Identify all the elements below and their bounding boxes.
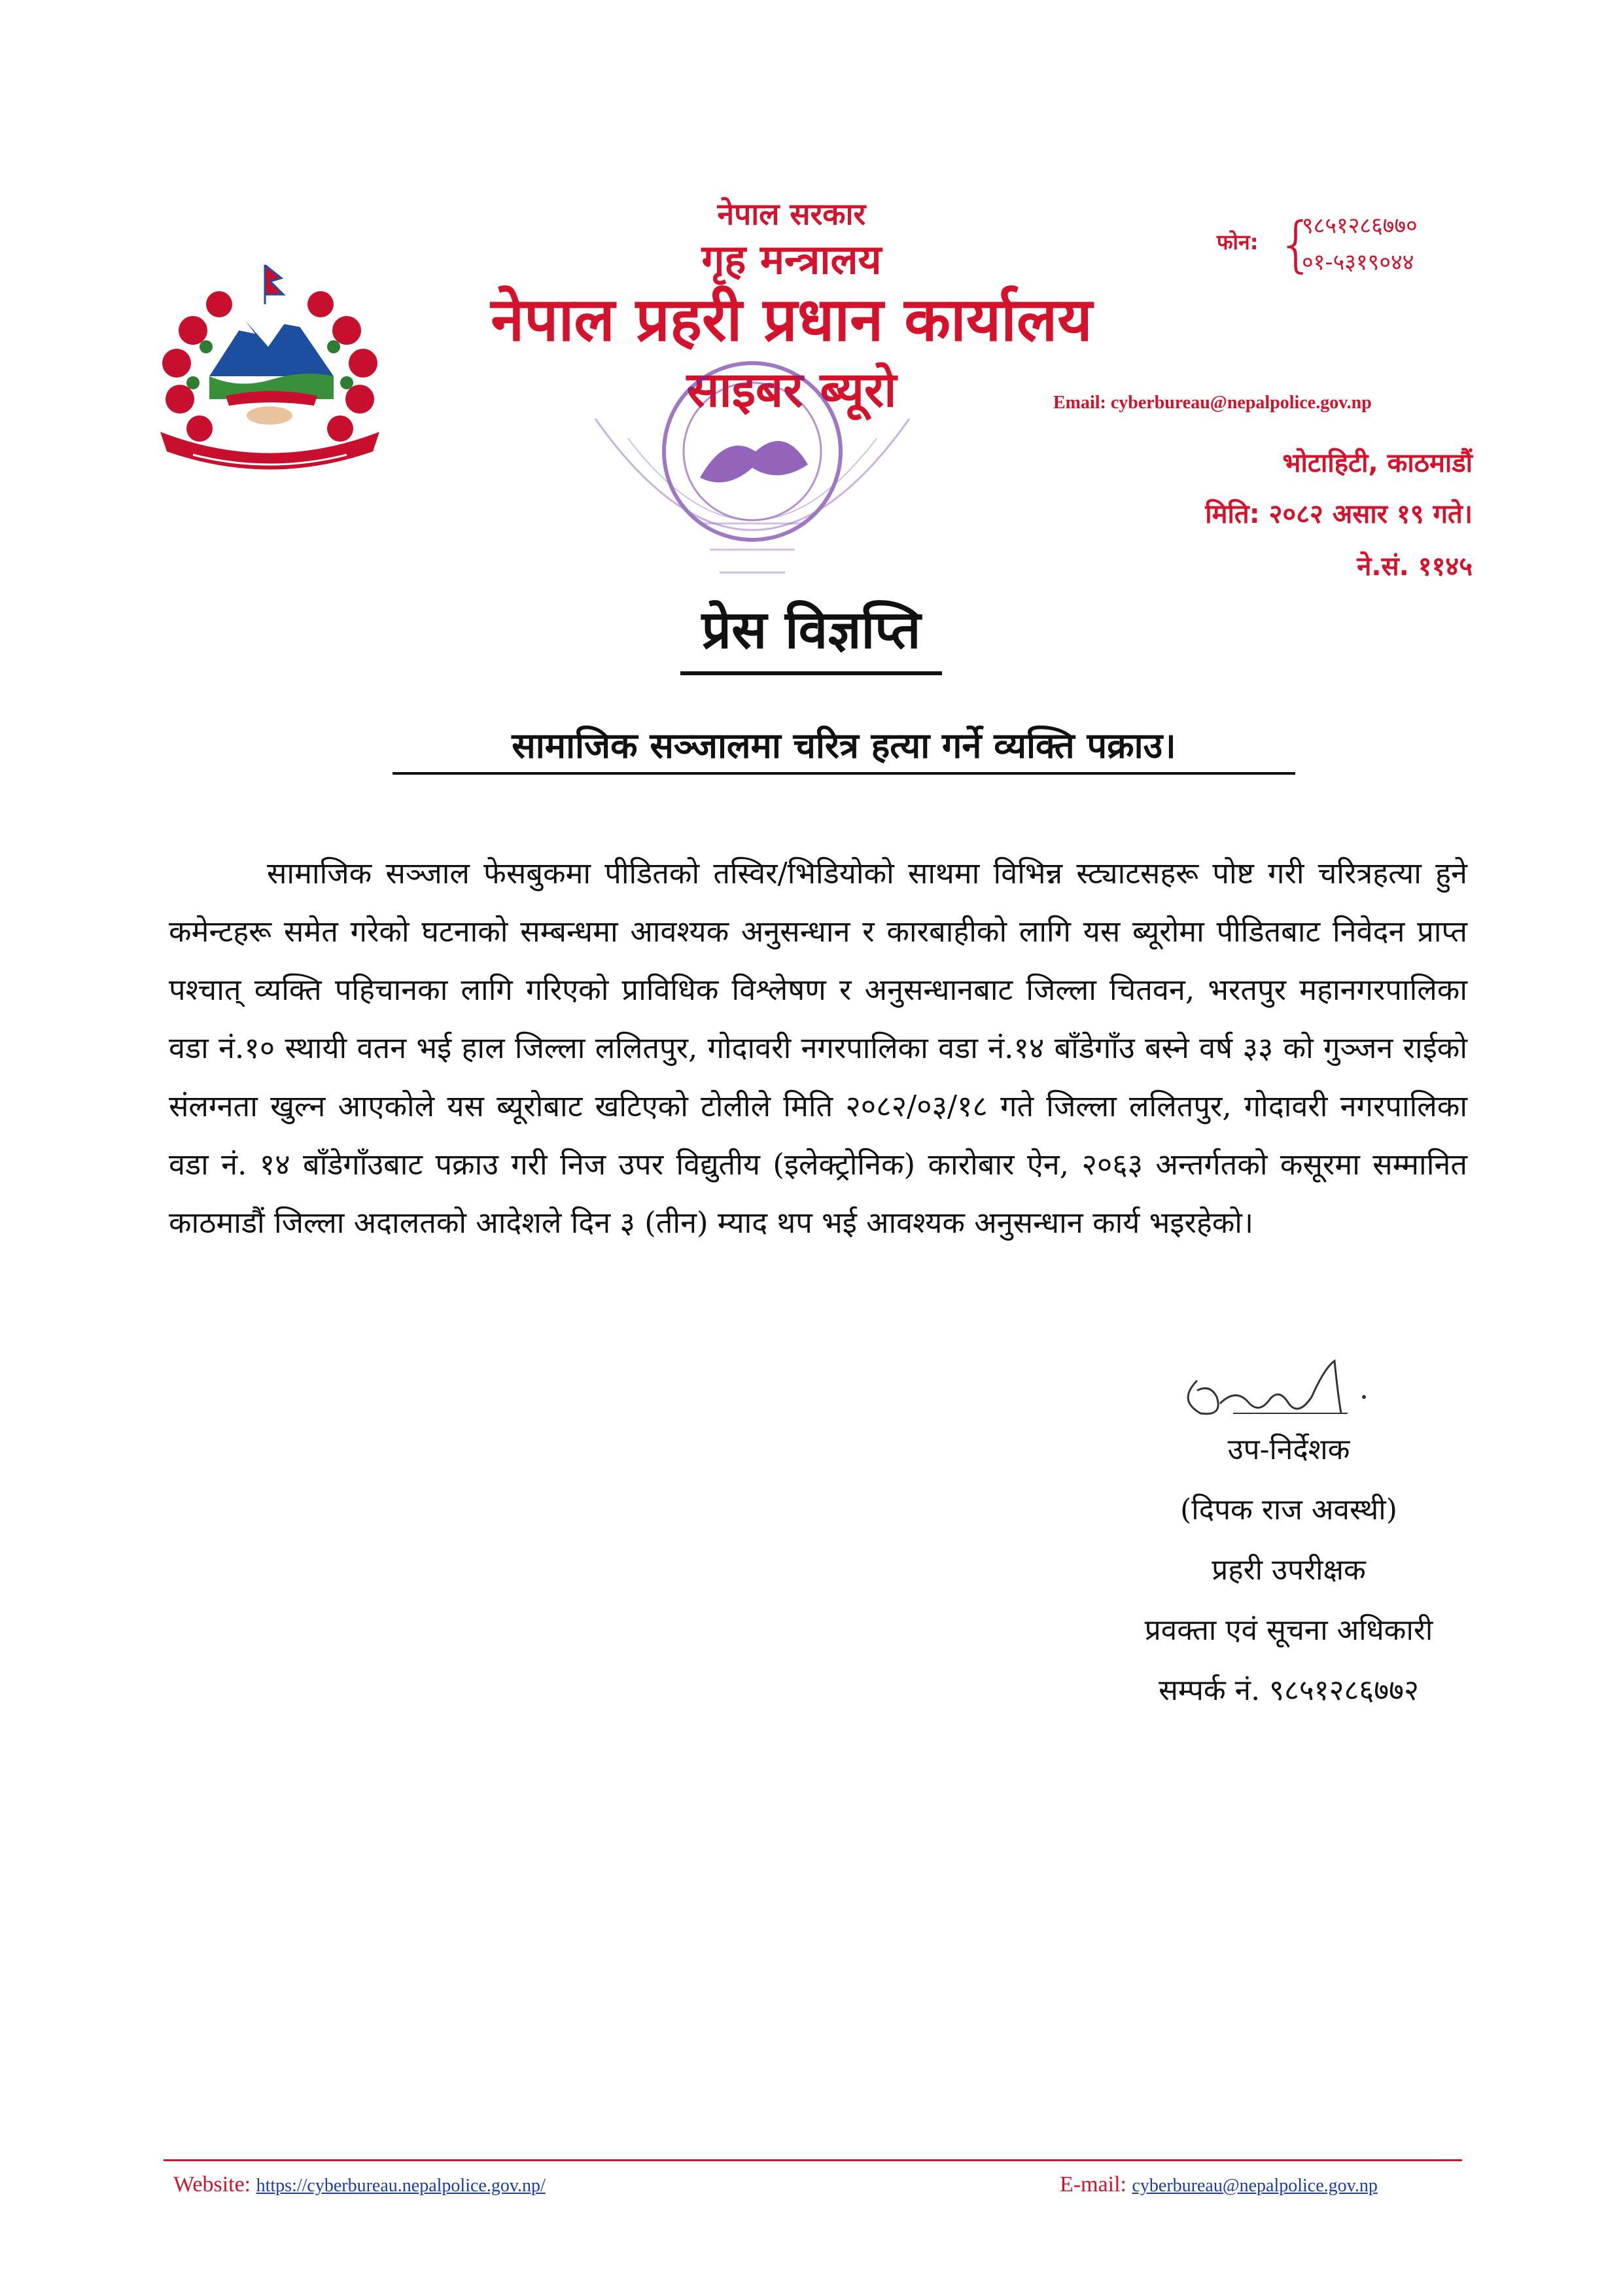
signatory-block [1073, 1420, 1505, 1721]
email-label: E-mail: [1060, 2172, 1126, 2197]
office-location: भोटाहिटी, काठमाडौं [1282, 448, 1473, 478]
body-paragraph: सामाजिक सञ्जाल फेसबुकमा पीडितको तस्विर/भिडियोको साथमा विभिन्न स्ट्याटसहरू पोष्ट गरी चरित्रहत्या हुने कमेन्टहरू समेत गरेको घटनाको सम्बन्धमा आवश्यक अनुसन्धान र कारबाहीको लागि यस ब्यूरोमा पीडितबाट निवेदन प्राप्त पश्चात् व्यक्ति पहिचानका लागि गरिएको प्राविधिक विश्लेषण र अनुसन्धानबाट जिल्ला चितवन, भरतपुर महानगरपालिका वडा नं.१० स्थायी वतन भई हाल जिल्ला ललितपुर, गोदावरी नगरपालिका वडा नं.१४ बाँडेगाँउ बस्ने वर्ष ३३ को गुञ्जन राईको संलग्नता खुल्न आएकोले यस ब्यूरोबाट खटिएको टोलीले मिति २०८२/०३/१८ गते जिल्ला ललितपुर, गोदावरी नगरपालिका वडा नं. १४ बाँडेगाँउबाट पक्राउ गरी निज उपर विद्युतीय (इलेक्ट्रोनिक) कारोबार ऐन, २०६३ अन्तर्गतको कसूरमा सम्मानित काठमाडौं जिल्ला अदालतको आदेशले दिन ३ (तीन) म्याद थप भई आवश्यक अनुसन्धान कार्य भइरहेको। [169, 856, 1467, 1240]
phone-label: फोन: [1217, 230, 1259, 255]
signatory-designation: उप-निर्देशक [1227, 1433, 1350, 1466]
website-label: Website: [173, 2172, 251, 2197]
brace-icon: { [1277, 209, 1316, 279]
signatory-role: प्रवक्ता एवं सूचना अधिकारी [1144, 1614, 1433, 1647]
office-name: नेपाल प्रहरी प्रधान कार्यालय [491, 285, 1092, 355]
nepal-emblem-icon [147, 258, 393, 487]
ministry-name: गृह मन्त्रालय [701, 236, 882, 284]
government-name: नेपाल सरकार [717, 196, 866, 232]
news-headline: सामाजिक सञ्जालमा चरित्र हत्या गर्ने व्यक्ति पक्राउ। [393, 720, 1295, 775]
footer-email [1060, 2172, 1378, 2197]
bureau-name: साइबर ब्यूरो [686, 362, 897, 419]
phone-number-1: ९८५१२८६७७० [1302, 213, 1418, 239]
reference-number: ने.सं. ११४५ [1357, 552, 1473, 582]
release-date: मिति: २०८२ असार १९ गते। [1205, 499, 1473, 529]
press-release-title: प्रेस विज्ञप्ति [680, 592, 942, 675]
phone-number-2: ०१-५३१९०४४ [1302, 249, 1414, 275]
footer-website [173, 2172, 546, 2197]
signature-icon [1171, 1341, 1393, 1433]
email-link[interactable]: cyberbureau@nepalpolice.gov.np [1132, 2176, 1378, 2196]
header-email: Email: cyberbureau@nepalpolice.gov.np [1053, 393, 1372, 413]
footer-divider [164, 2159, 1462, 2161]
phone-block [1217, 209, 1478, 281]
signatory-rank: प्रहरी उपरीक्षक [1212, 1553, 1366, 1587]
website-link[interactable]: https://cyberbureau.nepalpolice.gov.np/ [256, 2176, 546, 2196]
signatory-contact: सम्पर्क नं. ९८५१२८६७७२ [1159, 1674, 1419, 1707]
signatory-name: (दिपक राज अवस्थी) [1180, 1493, 1397, 1527]
